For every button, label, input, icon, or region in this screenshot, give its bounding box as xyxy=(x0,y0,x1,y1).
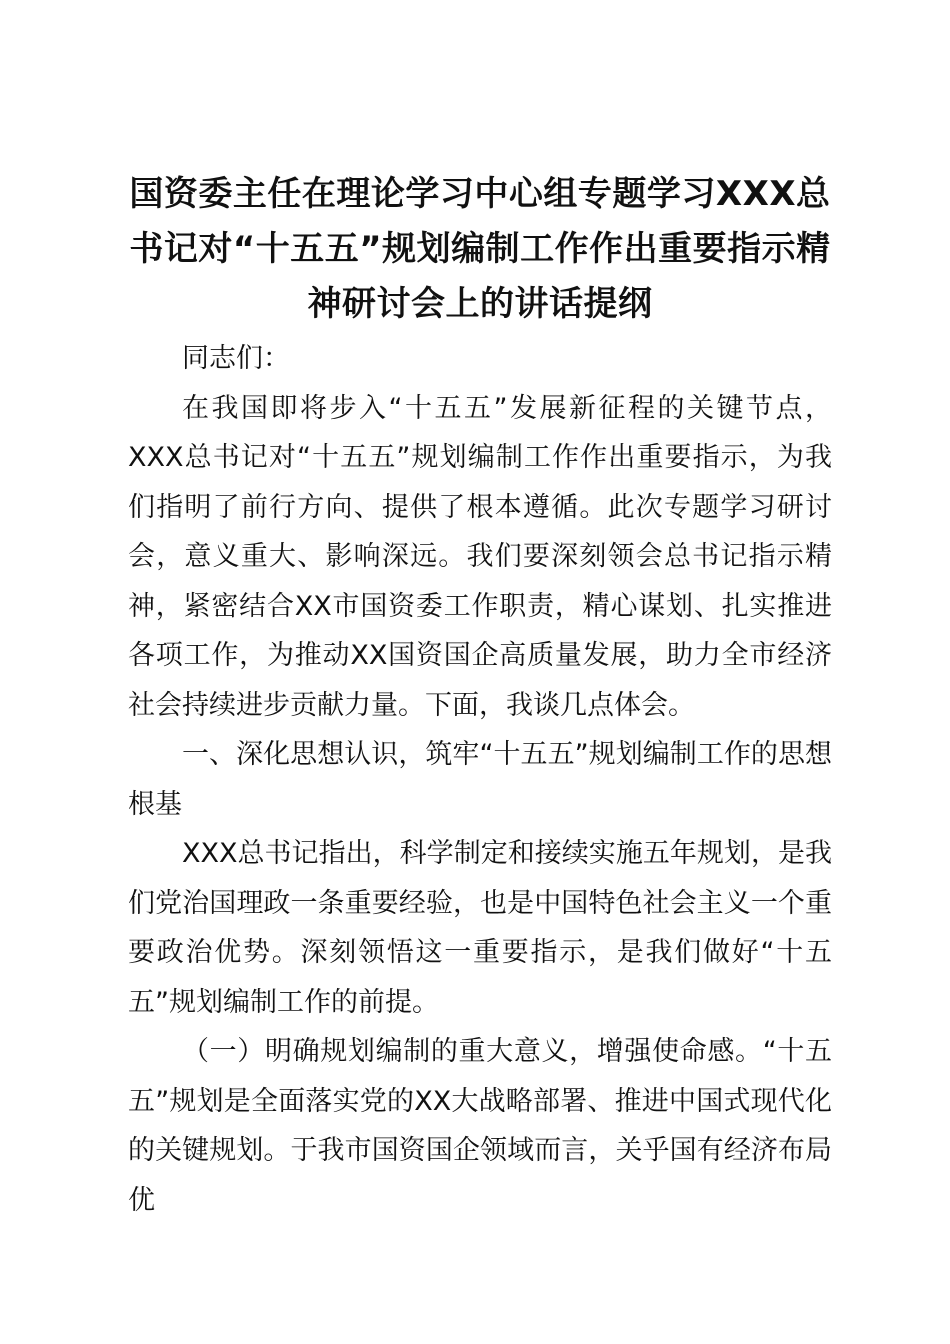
document-page xyxy=(128,150,832,1225)
paragraph-section-1: XXX总书记指出，科学制定和接续实施五年规划，是我们党治国理政一条重要经验，也是中国特色社会主义一个重要政治优势。深刻领悟这一重要指示，是我们做好“十五五”规划编制工作的前提。 xyxy=(128,838,832,1018)
salutation: 同志们： xyxy=(182,343,290,374)
document-title: 国资委主任在理论学习中心组专题学习XXX总书记对“十五五”规划编制工作作出重要指示精神研讨会上的讲话提纲 xyxy=(129,174,831,324)
section-heading-1: 一、深化思想认识，筑牢“十五五”规划编制工作的思想根基 xyxy=(128,739,832,820)
paragraph-intro: 在我国即将步入“十五五”发展新征程的关键节点，XXX总书记对“十五五”规划编制工作作出重要指示，为我们指明了前行方向、提供了根本遵循。此次专题学习研讨会，意义重大、影响深远。我们要深刻领会总书记指示精神，紧密结合XX市国资委工作职责，精心谋划、扎实推进各项工作，为推动XX国资国企高质量发展，助力全市经济社会持续进步贡献力量。下面，我谈几点体会。 xyxy=(128,392,832,721)
paragraph-subsection-1: （一）明确规划编制的重大意义，增强使命感。“十五五”规划是全面落实党的XX大战略部署、推进中国式现代化的关键规划。于我市国资国企领域而言，关乎国有经济布局优 xyxy=(128,1036,832,1216)
